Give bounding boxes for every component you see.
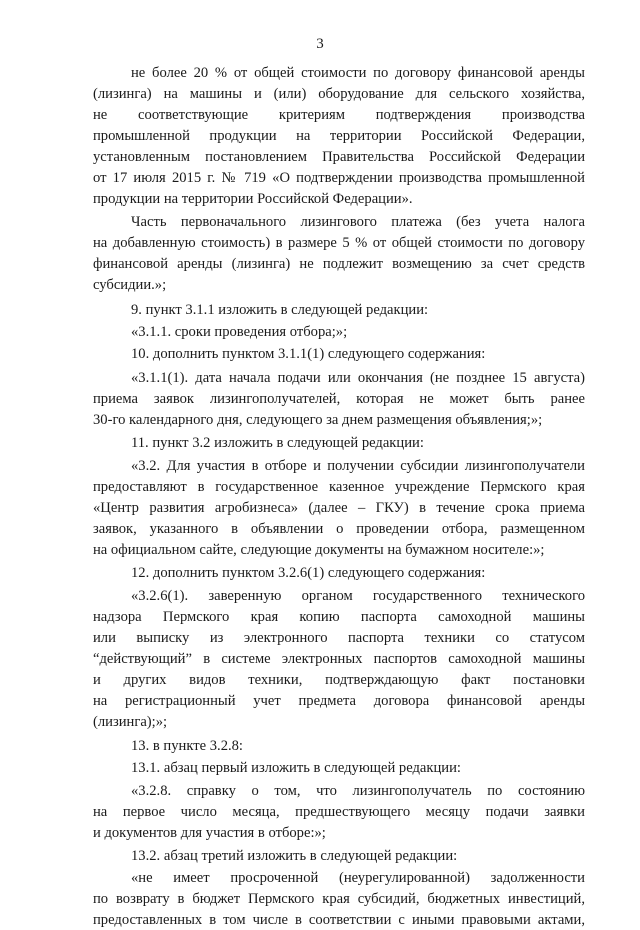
text-line: на первое число месяца, предшествующего месяцу подачи заявки: [93, 804, 585, 820]
text-line: приема заявок лизингополучателей, которая не может быть ранее: [93, 391, 585, 407]
text-line: не более 20 % от общей стоимости по договору финансовой аренды: [131, 65, 585, 81]
text-line: «3.2.8. справку о том, что лизингополучатель по состоянию: [131, 783, 585, 799]
text-line: 12. дополнить пунктом 3.2.6(1) следующего содержания:: [131, 565, 486, 581]
text-line: «3.2. Для участия в отборе и получении субсидии лизингополучатели: [131, 458, 585, 474]
text-line: «не имеет просроченной (неурегулированной) задолженности: [131, 870, 585, 886]
text-line: (лизинга);»;: [93, 714, 168, 730]
text-line: (лизинга) на машины и (или) оборудование для сельского хозяйства,: [93, 86, 585, 102]
text-line: от 17 июля 2015 г. № 719 «О подтверждении производства промышленной: [93, 170, 585, 186]
text-line: Часть первоначального лизингового платежа (без учета налога: [131, 214, 585, 230]
text-line: 13.2. абзац третий изложить в следующей редакции:: [131, 848, 458, 864]
text-line: заявок, указанного в объявлении о проведении отбора, размещенном: [93, 521, 585, 537]
text-line: или выписку из электронного паспорта техники со статусом: [93, 630, 585, 646]
text-line: и документов для участия в отборе:»;: [93, 825, 326, 841]
text-line: 13.1. абзац первый изложить в следующей редакции:: [131, 760, 461, 776]
text-line: 11. пункт 3.2 изложить в следующей редакции:: [131, 435, 424, 451]
text-line: на официальном сайте, следующие документы на бумажном носителе:»;: [93, 542, 545, 558]
text-line: 10. дополнить пунктом 3.1.1(1) следующего содержания:: [131, 346, 486, 362]
page-number: 3: [316, 36, 324, 52]
text-line: «3.2.6(1). заверенную органом государственного технического: [131, 588, 585, 604]
text-line: финансовой аренды (лизинга) не подлежит возмещению за счет средств: [93, 256, 585, 272]
text-line: и других видов техники, подтверждающую факт постановки: [93, 672, 585, 688]
text-line: по возврату в бюджет Пермского края субсидий, бюджетных инвестиций,: [93, 891, 585, 907]
text-line: субсидии.»;: [93, 277, 167, 293]
text-line: на регистрационный учет предмета договора финансовой аренды: [93, 693, 585, 709]
text-line: установленным постановлением Правительства Российской Федерации: [93, 149, 585, 165]
text-line: предоставленных в том числе в соответствии с иными правовыми актами,: [93, 912, 585, 928]
text-line: «3.1.1. сроки проведения отбора;»;: [131, 324, 348, 340]
text-line: «3.1.1(1). дата начала подачи или окончания (не позднее 15 августа): [131, 370, 585, 386]
text-line: надзора Пермского края копию паспорта самоходной машины: [93, 609, 585, 625]
text-line: продукции на территории Российской Федерации».: [93, 191, 413, 207]
text-line: 30-го календарного дня, следующего за днем размещения объявления;»;: [93, 412, 543, 428]
text-line: промышленной продукции на территории Российской Федерации,: [93, 128, 585, 144]
text-line: 9. пункт 3.1.1 изложить в следующей редакции:: [131, 302, 429, 318]
text-line: “действующий” в системе электронных паспортов самоходной машины: [93, 651, 585, 667]
text-line: предоставляют в государственное казенное учреждение Пермского края: [93, 479, 585, 495]
text-line: 13. в пункте 3.2.8:: [131, 738, 243, 754]
text-line: «Центр развития агробизнеса» (далее – ГКУ) в течение срока приема: [93, 500, 585, 516]
text-line: не соответствующие критериям подтверждения производства: [93, 107, 585, 123]
text-line: на добавленную стоимость) в размере 5 % от общей стоимости по договору: [93, 235, 585, 251]
